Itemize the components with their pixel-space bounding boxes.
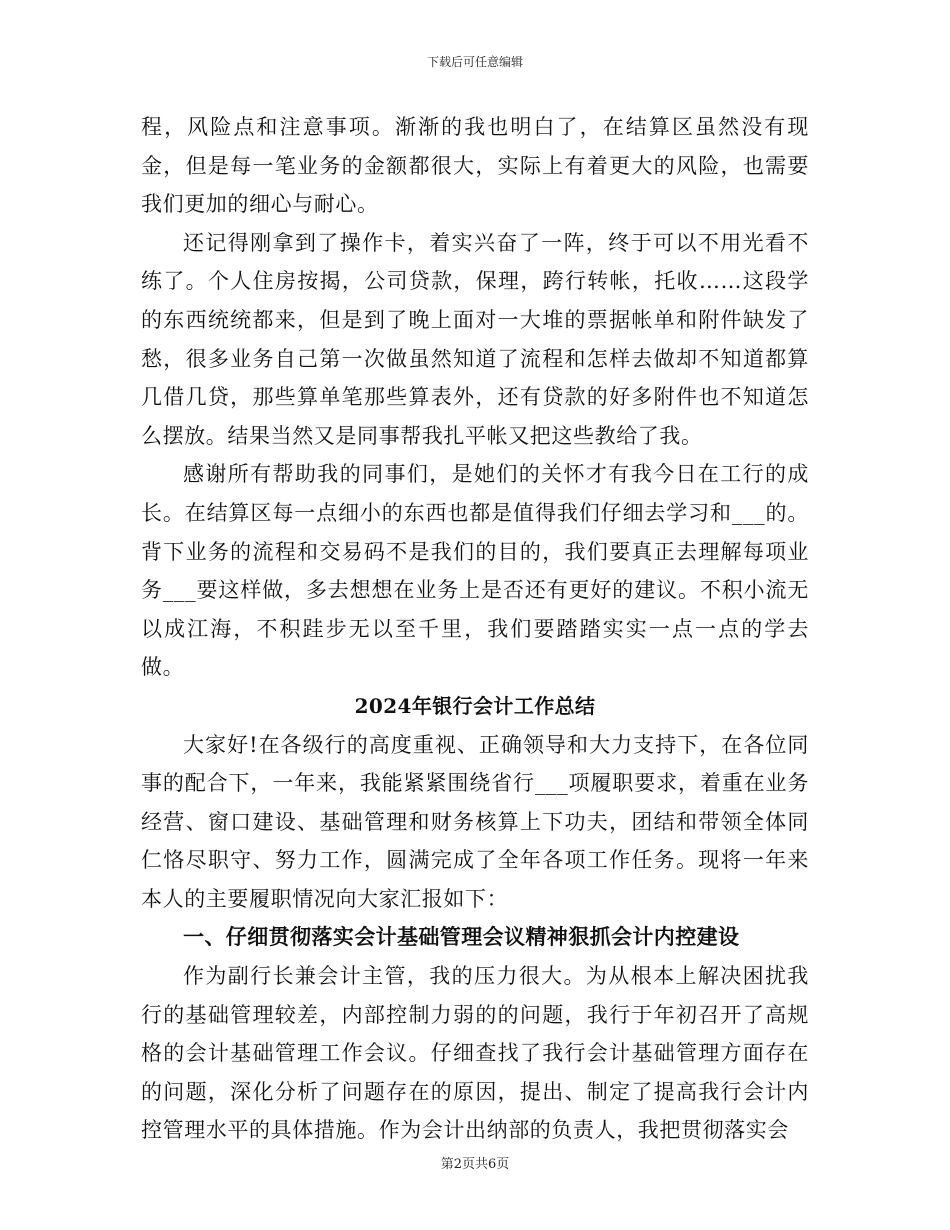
paragraph-greeting: 大家好!在各级行的高度重视、正确领导和大力支持下，在各位同事的配合下，一年来，我能紧紧围绕省行___项履职要求，着重在业务经营、窗口建设、基础管理和财务核算上下功夫，团结和带领全体同仁恪尽职守、努力工作，圆满完成了全年各项工作任务。现将一年来本人的主要履职情况向大家汇报如下： xyxy=(141,732,809,911)
page-header: 下载后可任意编辑 xyxy=(426,55,523,69)
document-title: 2024年银行会计工作总结 xyxy=(354,693,596,718)
paragraph-thanks: 感谢所有帮助我的同事们，是她们的关怀才有我今日在工行的成长。在结算区每一点细小的东西也都是值得我们仔细去学习和___的。背下业务的流程和交易码不是我们的目的，我们要真正去理解每项业务___要这样做，多去想想在业务上是否还有更好的建议。不积小流无以成江海，不积跬步无以至千里，我们要踏踏实实一点一点的学去做。 xyxy=(141,462,809,680)
paragraph-operation-card: 还记得刚拿到了操作卡，着实兴奋了一阵，终于可以不用光看不练了。个人住房按揭，公司贷款，保理，跨行转帐，托收……这段学的东西统统都来，但是到了晚上面对一大堆的票据帐单和附件缺发了愁，很多业务自己第一次做虽然知道了流程和怎样去做却不知道都算几借几贷，那些算单笔那些算表外，还有贷款的好多附件也不知道怎么摆放。结果当然又是同事帮我扎平帐又把这些教给了我。 xyxy=(141,230,809,448)
paragraph-section-one: 作为副行长兼会计主管，我的压力很大。为从根本上解决困扰我行的基础管理较差，内部控制力弱的的问题，我行于年初召开了高规格的会计基础管理工作会议。仔细查找了我行会计基础管理方面存在的问题，深化分析了问题存在的原因，提出、制定了提高我行会计内控管理水平的具体措施。作为会计出纳部的负责人，我把贯彻落实会 xyxy=(141,964,809,1143)
paragraph-continuation: 程，风险点和注意事项。渐渐的我也明白了，在结算区虽然没有现金，但是每一笔业务的金额都很大，实际上有着更大的风险，也需要我们更加的细心与耐心。 xyxy=(141,115,809,217)
page-footer: 第2页共6页 xyxy=(440,1157,510,1172)
section-heading: 一、仔细贯彻落实会计基础管理会议精神狠抓会计内控建设 xyxy=(183,924,740,950)
document-body xyxy=(141,108,809,1150)
